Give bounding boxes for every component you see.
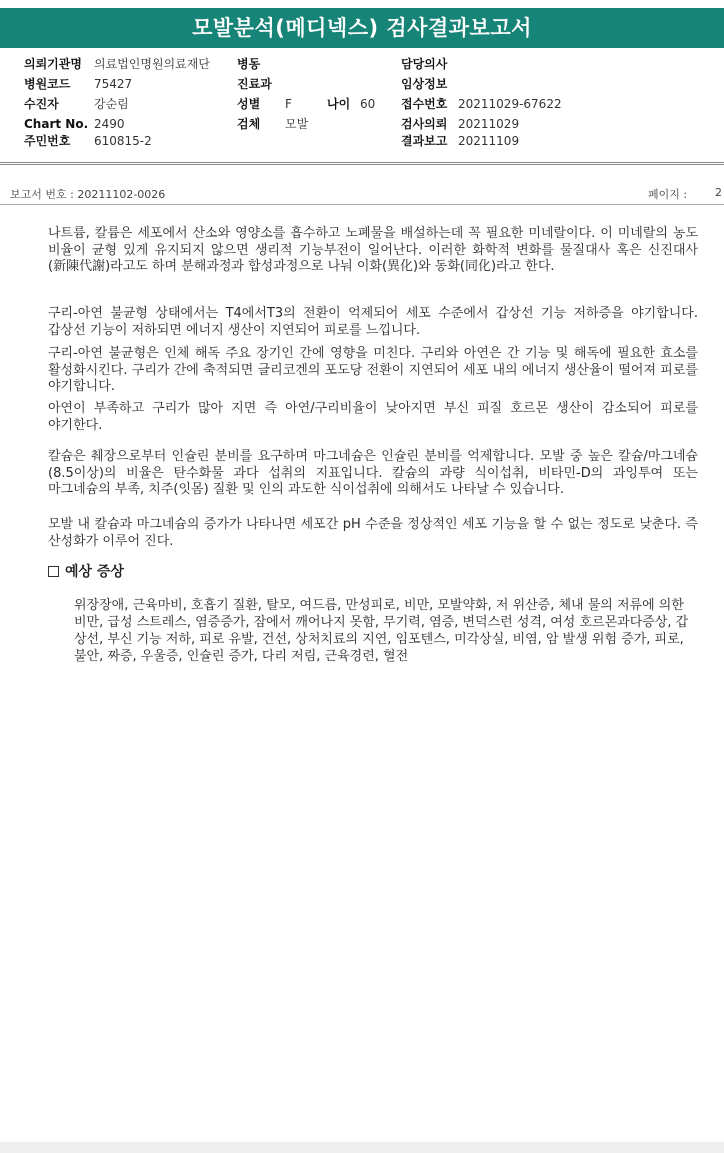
receipt-no-label: 접수번호	[401, 97, 448, 111]
checkbox-icon	[48, 566, 59, 577]
institution-label: 의뢰기관명	[24, 57, 82, 71]
hospital-code-value: 75427	[94, 77, 133, 91]
resident-no-value: 610815-2	[94, 134, 152, 148]
paragraph-zinc-adrenal: 아연이 부족하고 구리가 많아 지면 즉 아연/구리비율이 낮아지면 부신 피질 호르몬 생산이 감소되어 피로를 야기한다.	[48, 401, 698, 433]
test-request-label: 검사의뢰	[401, 117, 448, 131]
resident-no-label: 주민번호	[24, 134, 71, 148]
patient-value: 강순림	[94, 97, 129, 111]
paragraph-calcium-magnesium: 칼슘은 췌장으로부터 인슐린 분비를 요구하며 마그네슘은 인슐린 분비를 억제합니다. 모발 중 높은 칼슘/마그네슘(8.5이상)의 비율은 탄수화물 과다 섭취의 지표입니다. 칼슘의 과량 식이섭취, 비타민-D의 과잉투여 또는 마그네슘의 부족, 치주(잇몸) 질환 및 인의 과도한 식이섭취에 의해서도 나타날 수 있습니다.	[48, 449, 698, 497]
expected-symptoms-heading	[48, 563, 124, 581]
chart-no-label: Chart No.	[24, 117, 89, 131]
report-title: 모발분석(메디넥스) 검사결과보고서	[0, 8, 724, 48]
result-report-value: 20211109	[458, 134, 520, 148]
page-label: 페이지 :	[648, 188, 688, 201]
paragraph-copper-zinc-thyroid: 구리-아연 불균형 상태에서는 T4에서T3의 전환이 억제되어 세포 수준에서 갑상선 기능 저하증을 야기합니다. 갑상선 기능이 저하되면 에너지 생산이 지연되어 피로를 느낍니다.	[48, 306, 698, 338]
expected-symptoms-title: 예상 증상	[65, 564, 124, 580]
patient-label: 수진자	[24, 97, 59, 111]
sex-label: 성별	[237, 97, 261, 111]
specimen-label: 검체	[237, 117, 261, 131]
symptoms-list: 위장장애, 근육마비, 호흡기 질환, 탈모, 여드름, 만성피로, 비만, 모발약화, 저 위산증, 체내 물의 저류에 의한 비만, 급성 스트레스, 염증증가, 잠에서 깨어나지 못함, 무기력, 염증, 변덕스런 성격, 여성 호르몬과다증상, 갑상선, 부신 기능 저하, 피로 유발, 건선, 상처치료의 지연, 임포텐스, 미각상실, 비염, 암 발생 위험 증가, 피로, 불안, 짜증, 우울증, 인슐린 증가, 다리 저림, 근육경련, 혈전	[74, 598, 689, 664]
hospital-code-label: 병원코드	[24, 77, 71, 91]
doctor-label: 담당의사	[401, 57, 448, 71]
age-label: 나이	[327, 97, 351, 111]
paragraph-copper-zinc-liver: 구리-아연 불균형은 인체 해독 주요 장기인 간에 영향을 미친다. 구리와 아연은 간 기능 및 해독에 필요한 효소를 활성화시킨다. 구리가 간에 축적되면 글리코겐의 포도당 전환이 지연되어 세포 내의 에너지 생산율이 떨어져 피로를 야기합니다.	[48, 346, 698, 394]
paragraph-sodium-potassium: 나트륨, 칼륨은 세포에서 산소와 영양소를 흡수하고 노폐물을 배설하는데 꼭 필요한 미네랄이다. 이 미네랄의 농도 비율이 균형 있게 유지되지 않으면 생리적 기능부전이 일어난다. 이러한 화학적 변화를 물질대사 혹은 신진대사(新陳代謝)라고도 하며 분해과정과 합성과정으로 나눠 이화(異化)와 동화(同化)라고 한다.	[48, 226, 698, 274]
institution-value: 의료법인명원의료재단	[94, 57, 210, 71]
header-divider	[0, 162, 724, 165]
test-request-value: 20211029	[458, 117, 520, 131]
report-number: 보고서 번호 : 20211102-0026	[10, 188, 166, 201]
sex-value: F	[285, 97, 292, 111]
department-label: 진료과	[237, 77, 272, 91]
ward-label: 병동	[237, 57, 261, 71]
age-value: 60	[360, 97, 376, 111]
result-report-label: 결과보고	[401, 134, 448, 148]
meta-divider	[0, 204, 724, 205]
paragraph-acidification: 모발 내 칼슘과 마그네슘의 증가가 나타나면 세포간 pH 수준을 정상적인 세포 기능을 할 수 없는 정도로 낮춘다. 즉 산성화가 이루어 진다.	[48, 517, 698, 549]
specimen-value: 모발	[285, 117, 309, 131]
chart-no-value: 2490	[94, 117, 125, 131]
clinical-info-label: 임상정보	[401, 77, 448, 91]
receipt-no-value: 20211029-67622	[458, 97, 562, 111]
footer-bar	[0, 1142, 724, 1153]
page-number: 2	[715, 186, 722, 199]
